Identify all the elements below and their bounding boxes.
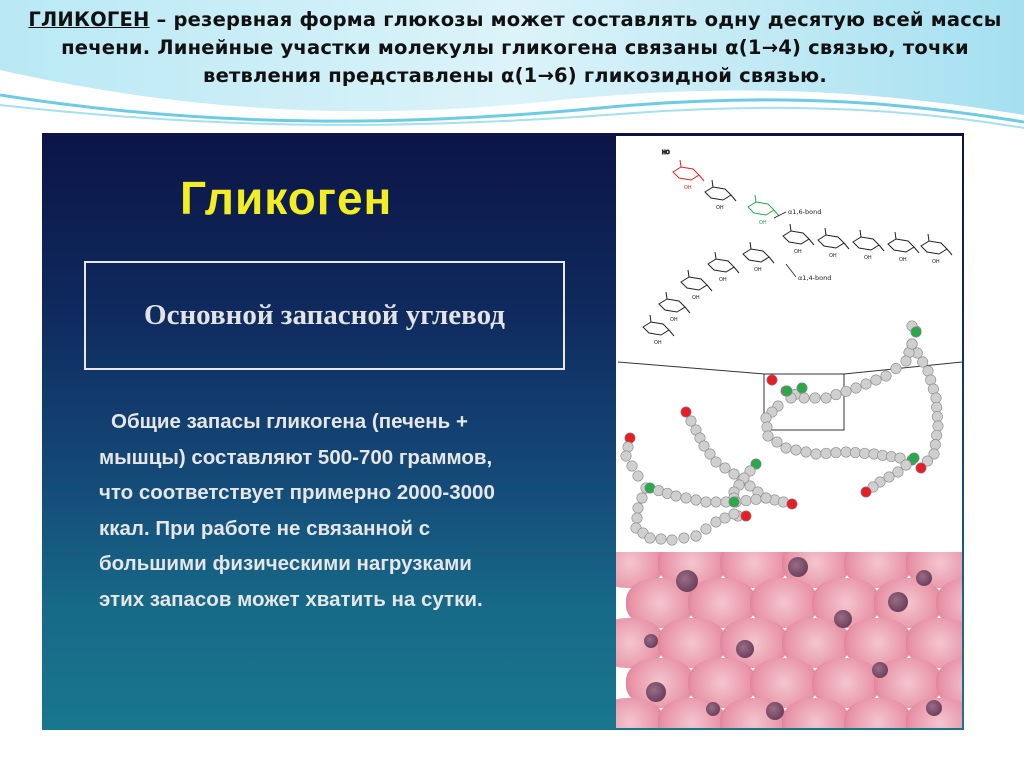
glucose-bead	[741, 495, 751, 505]
slide	[42, 133, 964, 730]
oh-group-label: OH	[864, 255, 872, 261]
glucose-ring-terminal	[673, 160, 704, 191]
cell-nucleus	[788, 557, 808, 577]
chain-end-bead	[741, 511, 751, 521]
glucose-bead	[871, 375, 881, 385]
oh-group-label: OH	[684, 185, 692, 191]
glucose-bead	[907, 339, 917, 349]
glucose-ring	[708, 252, 739, 283]
bond-arrow	[786, 264, 796, 277]
glucose-bead	[859, 448, 869, 458]
glucose-bead	[656, 534, 666, 544]
chain-end-bead	[681, 407, 691, 417]
alpha-1-4-bond-label: α1,4-bond	[798, 274, 832, 282]
oh-group-label: OH	[932, 259, 940, 265]
header-description: – резервная форма глюкозы может составлять одну десятую всей массы печени. Линейные участки молекулы гликогена связаны α(1→4) связью, точки ветвления представлены α(1→6) гликозидной связью.	[61, 8, 1002, 87]
glucose-bead	[751, 494, 761, 504]
slide-title: Гликоген	[180, 172, 393, 224]
glucose-bead	[930, 439, 940, 449]
glycogen-structure-diagram	[616, 136, 962, 552]
chain-end-bead	[861, 487, 871, 497]
subtitle-text: Основной запасной углевод	[144, 299, 505, 331]
glucose-ring	[888, 232, 919, 263]
liver-tissue-micrograph	[616, 552, 962, 728]
glucose-bead	[891, 363, 901, 373]
glucose-bead	[861, 379, 871, 389]
glucose-bead	[632, 513, 642, 523]
glucose-bead	[931, 393, 941, 403]
glucose-ring	[818, 228, 849, 259]
glucose-bead	[933, 421, 943, 431]
cell-nucleus	[736, 640, 754, 658]
glucose-bead	[893, 467, 903, 477]
glucose-ring	[743, 242, 774, 273]
cell-nucleus	[872, 662, 888, 678]
glucose-bead	[821, 448, 831, 458]
header-text	[20, 6, 1010, 90]
glucose-ring	[853, 230, 884, 261]
glucose-bead	[781, 443, 791, 453]
glucose-bead	[623, 442, 633, 452]
glucose-bead	[621, 451, 631, 461]
glucose-bead	[711, 457, 721, 467]
cell-nucleus	[676, 570, 698, 592]
glucose-bead	[884, 472, 894, 482]
glucose-bead	[720, 463, 730, 473]
branch-point-bead	[909, 453, 919, 463]
oh-group-label: OH	[759, 220, 767, 226]
branch-point-bead	[729, 497, 739, 507]
ho-group-label: HO	[662, 150, 670, 156]
glucose-bead	[763, 431, 773, 441]
glucose-bead	[667, 535, 677, 545]
structural-formula	[643, 150, 952, 346]
oh-group-label: OH	[654, 340, 662, 346]
glucose-ring	[783, 224, 814, 255]
oh-group-label: OH	[692, 295, 700, 301]
glucose-bead	[711, 497, 721, 507]
cell-nucleus	[706, 702, 720, 716]
glucose-bead	[791, 445, 801, 455]
glucose-bead	[901, 460, 911, 470]
glucose-bead	[691, 531, 701, 541]
glucose-bead	[931, 402, 941, 412]
glucose-bead	[821, 393, 831, 403]
glucose-bead	[627, 461, 637, 471]
glucose-bead	[681, 493, 691, 503]
branch-point-bead	[797, 383, 807, 393]
glucose-bead	[772, 437, 782, 447]
glucose-bead	[729, 509, 739, 519]
cell-nucleus	[888, 592, 908, 612]
glucose-bead	[633, 471, 643, 481]
oh-group-label: OH	[899, 257, 907, 263]
glucose-bead	[881, 371, 891, 381]
glucose-ring	[659, 292, 690, 323]
glucose-bead	[645, 533, 655, 543]
glucose-bead	[671, 491, 681, 501]
cell-nucleus	[766, 702, 784, 720]
chain-end-bead	[767, 375, 777, 385]
oh-group-label: OH	[670, 317, 678, 323]
oh-group-label: OH	[794, 249, 802, 255]
cell-nucleus	[834, 610, 852, 628]
subtitle-box	[84, 261, 565, 370]
glucose-bead	[841, 447, 851, 457]
oh-group-label: OH	[754, 267, 762, 273]
glucose-bead	[841, 386, 851, 396]
alpha-1-6-bond-label: α1,6-bond	[788, 208, 822, 216]
glucose-ring	[921, 234, 952, 265]
glucose-bead	[810, 393, 820, 403]
oh-group-label: OH	[829, 253, 837, 259]
oh-group-label: OH	[719, 277, 727, 283]
glucose-bead	[633, 503, 643, 513]
glucose-bead	[811, 449, 821, 459]
glucose-bead	[679, 533, 689, 543]
glucose-bead	[932, 411, 942, 421]
glucose-bead	[831, 389, 841, 399]
glucose-ring	[681, 270, 712, 301]
cell-nucleus	[916, 570, 932, 586]
glucose-bead	[901, 356, 911, 366]
cell-nucleus	[926, 700, 942, 716]
glycogen-chain-model	[621, 321, 943, 545]
oh-group-label: OH	[716, 205, 724, 211]
glucose-bead	[691, 495, 701, 505]
glucose-bead	[931, 430, 941, 440]
glycogen-figure	[616, 136, 962, 728]
glucose-ring	[705, 180, 736, 211]
branch-point-bead	[911, 327, 921, 337]
glucose-bead	[701, 524, 711, 534]
branch-point-bead	[782, 386, 792, 396]
cell-nucleus	[644, 634, 658, 648]
glucose-bead	[850, 447, 860, 457]
glucose-bead	[801, 447, 811, 457]
glucose-bead	[831, 447, 841, 457]
chain-end-bead	[625, 433, 635, 443]
glucose-bead	[686, 416, 696, 426]
cell-nucleus	[646, 682, 666, 702]
chain-end-bead	[916, 463, 926, 473]
glucose-bead	[917, 357, 927, 367]
glucose-bead	[851, 383, 861, 393]
glucose-ring-branch	[748, 195, 779, 226]
header-keyword: ГЛИКОГЕН	[28, 8, 150, 31]
chain-end-bead	[787, 499, 797, 509]
glucose-bead	[701, 497, 711, 507]
glucose-bead	[637, 493, 647, 503]
glucose-bead	[761, 493, 771, 503]
body-paragraph: Общие запасы гликогена (печень + мышцы) составляют 500-700 граммов, что соответствует примерно 2000-3000 ккал. При работе не связанной с большими физическими нагрузками этих запасов может хватить на сутки.	[99, 410, 495, 611]
